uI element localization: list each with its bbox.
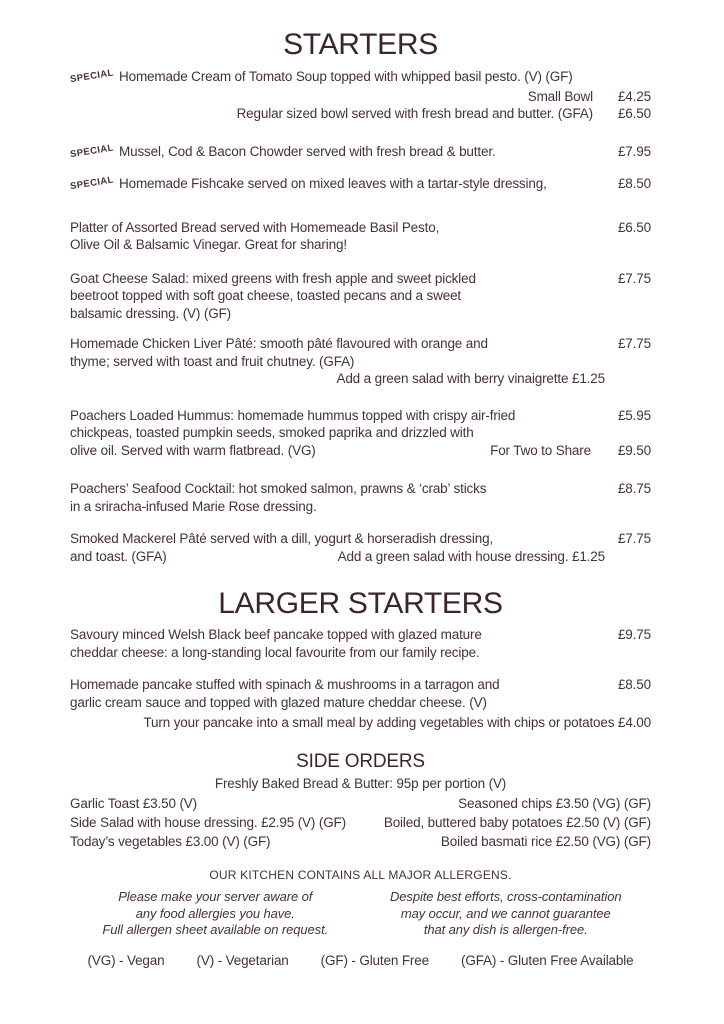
pancake-upgrade-note: Turn your pancake into a small meal by adding vegetables with chips or potatoes £4.00 [143,715,651,730]
side-order-item: Boiled basmati rice £2.50 (VG) (GF) [440,833,651,849]
item-description: thyme; served with toast and fruit chutney. (GFA) [70,353,355,369]
item-description: Poachers’ Seafood Cocktail: hot smoked salmon, prawns & ‘crab’ sticks [70,481,487,496]
menu-item-goat-cheese-salad [70,270,651,323]
allergen-note-line: that any dish is allergen-free. [423,921,588,937]
item-price: £7.95 [617,143,651,159]
allergen-note-line: Please make your server aware of [118,889,313,905]
item-option-row [70,88,651,106]
item-description: beetroot topped with soft goat cheese, toasted pecans and a sweet [70,288,462,303]
allergen-heading: OUR KITCHEN CONTAINS ALL MAJOR ALLERGENS. [209,868,512,883]
item-price: £5.95 [617,407,651,423]
item-description: olive oil. Served with warm flatbread. (VG) [70,442,316,458]
side-orders-row [70,833,651,852]
item-description: Homemade pancake stuffed with spinach & mushrooms in a tarragon and [70,677,500,692]
side-orders-list [70,795,651,851]
allergen-note-line: Full allergen sheet available on request. [102,921,329,937]
allergen-note-line: any food allergies you have. [135,905,295,921]
legend-item-gluten-free: (GF) - Gluten Free [320,953,429,968]
item-description: Savoury minced Welsh Black beef pancake topped with glazed mature [70,627,482,642]
item-price: £7.75 [617,531,651,546]
option-price: £9.50 [617,442,651,458]
starters-section-title: STARTERS [283,28,438,61]
allergen-notes [70,889,651,938]
side-orders-section-title: SIDE ORDERS [296,750,425,772]
menu-item-chicken-liver-pate [70,335,651,388]
dietary-legend [70,952,651,970]
side-orders-intro: Freshly Baked Bread & Butter: 95p per portion (V) [214,775,507,791]
side-orders-row [70,814,651,833]
special-badge: SPECIAL [69,141,115,160]
item-description: in a sriracha-infused Marie Rose dressing. [70,498,317,514]
item-description: and toast. (GFA) [70,548,167,564]
item-price: £8.75 [617,481,651,496]
item-description: Goat Cheese Salad: mixed greens with fresh apple and sweet pickled [70,270,476,286]
allergen-note-line: Despite best efforts, cross-contamination [390,889,622,905]
item-description: balsamic dressing. (V) (GF) [70,305,231,321]
item-description: Smoked Mackerel Pâté served with a dill, yogurt & horseradish dressing, [70,531,494,546]
item-option-row [70,105,651,123]
side-order-item: Garlic Toast £3.50 (V) [70,796,198,811]
side-orders-row [70,795,651,814]
item-description: chickpeas, toasted pumpkin seeds, smoked paprika and drizzled with [70,425,474,440]
item-price: £7.75 [617,336,651,351]
special-badge: SPECIAL [69,67,115,86]
option-label: Small Bowl [527,88,593,104]
option-price: £4.25 [617,88,651,104]
allergen-note-left [70,889,361,938]
item-price: £8.50 [617,176,651,191]
allergen-note-right [361,889,652,938]
item-description: cheddar cheese: a long-standing local favourite from our family recipe. [70,644,480,660]
side-order-item: Side Salad with house dressing. £2.95 (V) (GF) [70,814,346,830]
item-description: Olive Oil & Balsamic Vinegar. Great for sharing! [70,237,347,252]
allergen-note-line: may occur, and we cannot guarantee [400,905,611,921]
larger-starters-section-title: LARGER STARTERS [218,587,503,620]
option-price: £6.50 [617,106,651,121]
menu-item-seafood-cocktail [70,480,651,515]
item-description: Homemade Cream of Tomato Soup topped with whipped basil pesto. (V) (GF) [119,69,573,84]
item-description: garlic cream sauce and topped with glazed mature cheddar cheese. (V) [70,694,487,710]
item-addon: Add a green salad with berry vinaigrette £1.25 [336,371,605,386]
item-description: Homemade Chicken Liver Pâté: smooth pâté flavoured with orange and [70,336,488,351]
item-description: Platter of Assorted Bread served with Homemeade Basil Pesto, [70,219,440,235]
item-price: £6.50 [617,219,651,235]
menu-item-smoked-mackerel [70,530,651,565]
item-description: Poachers Loaded Hummus: homemade hummus topped with crispy air-fried [70,407,516,423]
item-description: Mussel, Cod & Bacon Chowder served with fresh bread & butter. [119,143,496,159]
menu-item-chowder [70,143,651,163]
menu-item-loaded-hummus [70,407,651,460]
item-price: £9.75 [617,627,651,642]
menu-item-fishcake [70,175,651,195]
legend-item-vegetarian: (V) - Vegetarian [196,953,289,968]
menu-item-tomato-soup [70,68,651,123]
item-description: Homemade Fishcake served on mixed leaves with a tartar-style dressing, [119,176,547,191]
special-badge: SPECIAL [69,174,115,193]
legend-item-vegan: (VG) - Vegan [87,953,165,968]
side-order-item: Today’s vegetables £3.00 (V) (GF) [70,833,271,849]
side-order-item: Seasoned chips £3.50 (VG) (GF) [458,796,651,811]
option-label: Regular sized bowl served with fresh bread and butter. (GFA) [236,106,593,121]
menu-item-bread-platter [70,219,651,254]
side-order-item: Boiled, buttered baby potatoes £2.50 (V) (GF) [383,814,651,830]
menu-item-beef-pancake [70,626,651,661]
legend-item-gluten-free-available: (GFA) - Gluten Free Available [461,953,634,968]
menu-item-spinach-pancake [70,676,651,711]
item-price: £7.75 [617,270,651,286]
item-price: £8.50 [617,677,651,692]
item-addon: Add a green salad with house dressing. £1.25 [337,548,605,564]
option-label: For Two to Share [490,442,591,458]
